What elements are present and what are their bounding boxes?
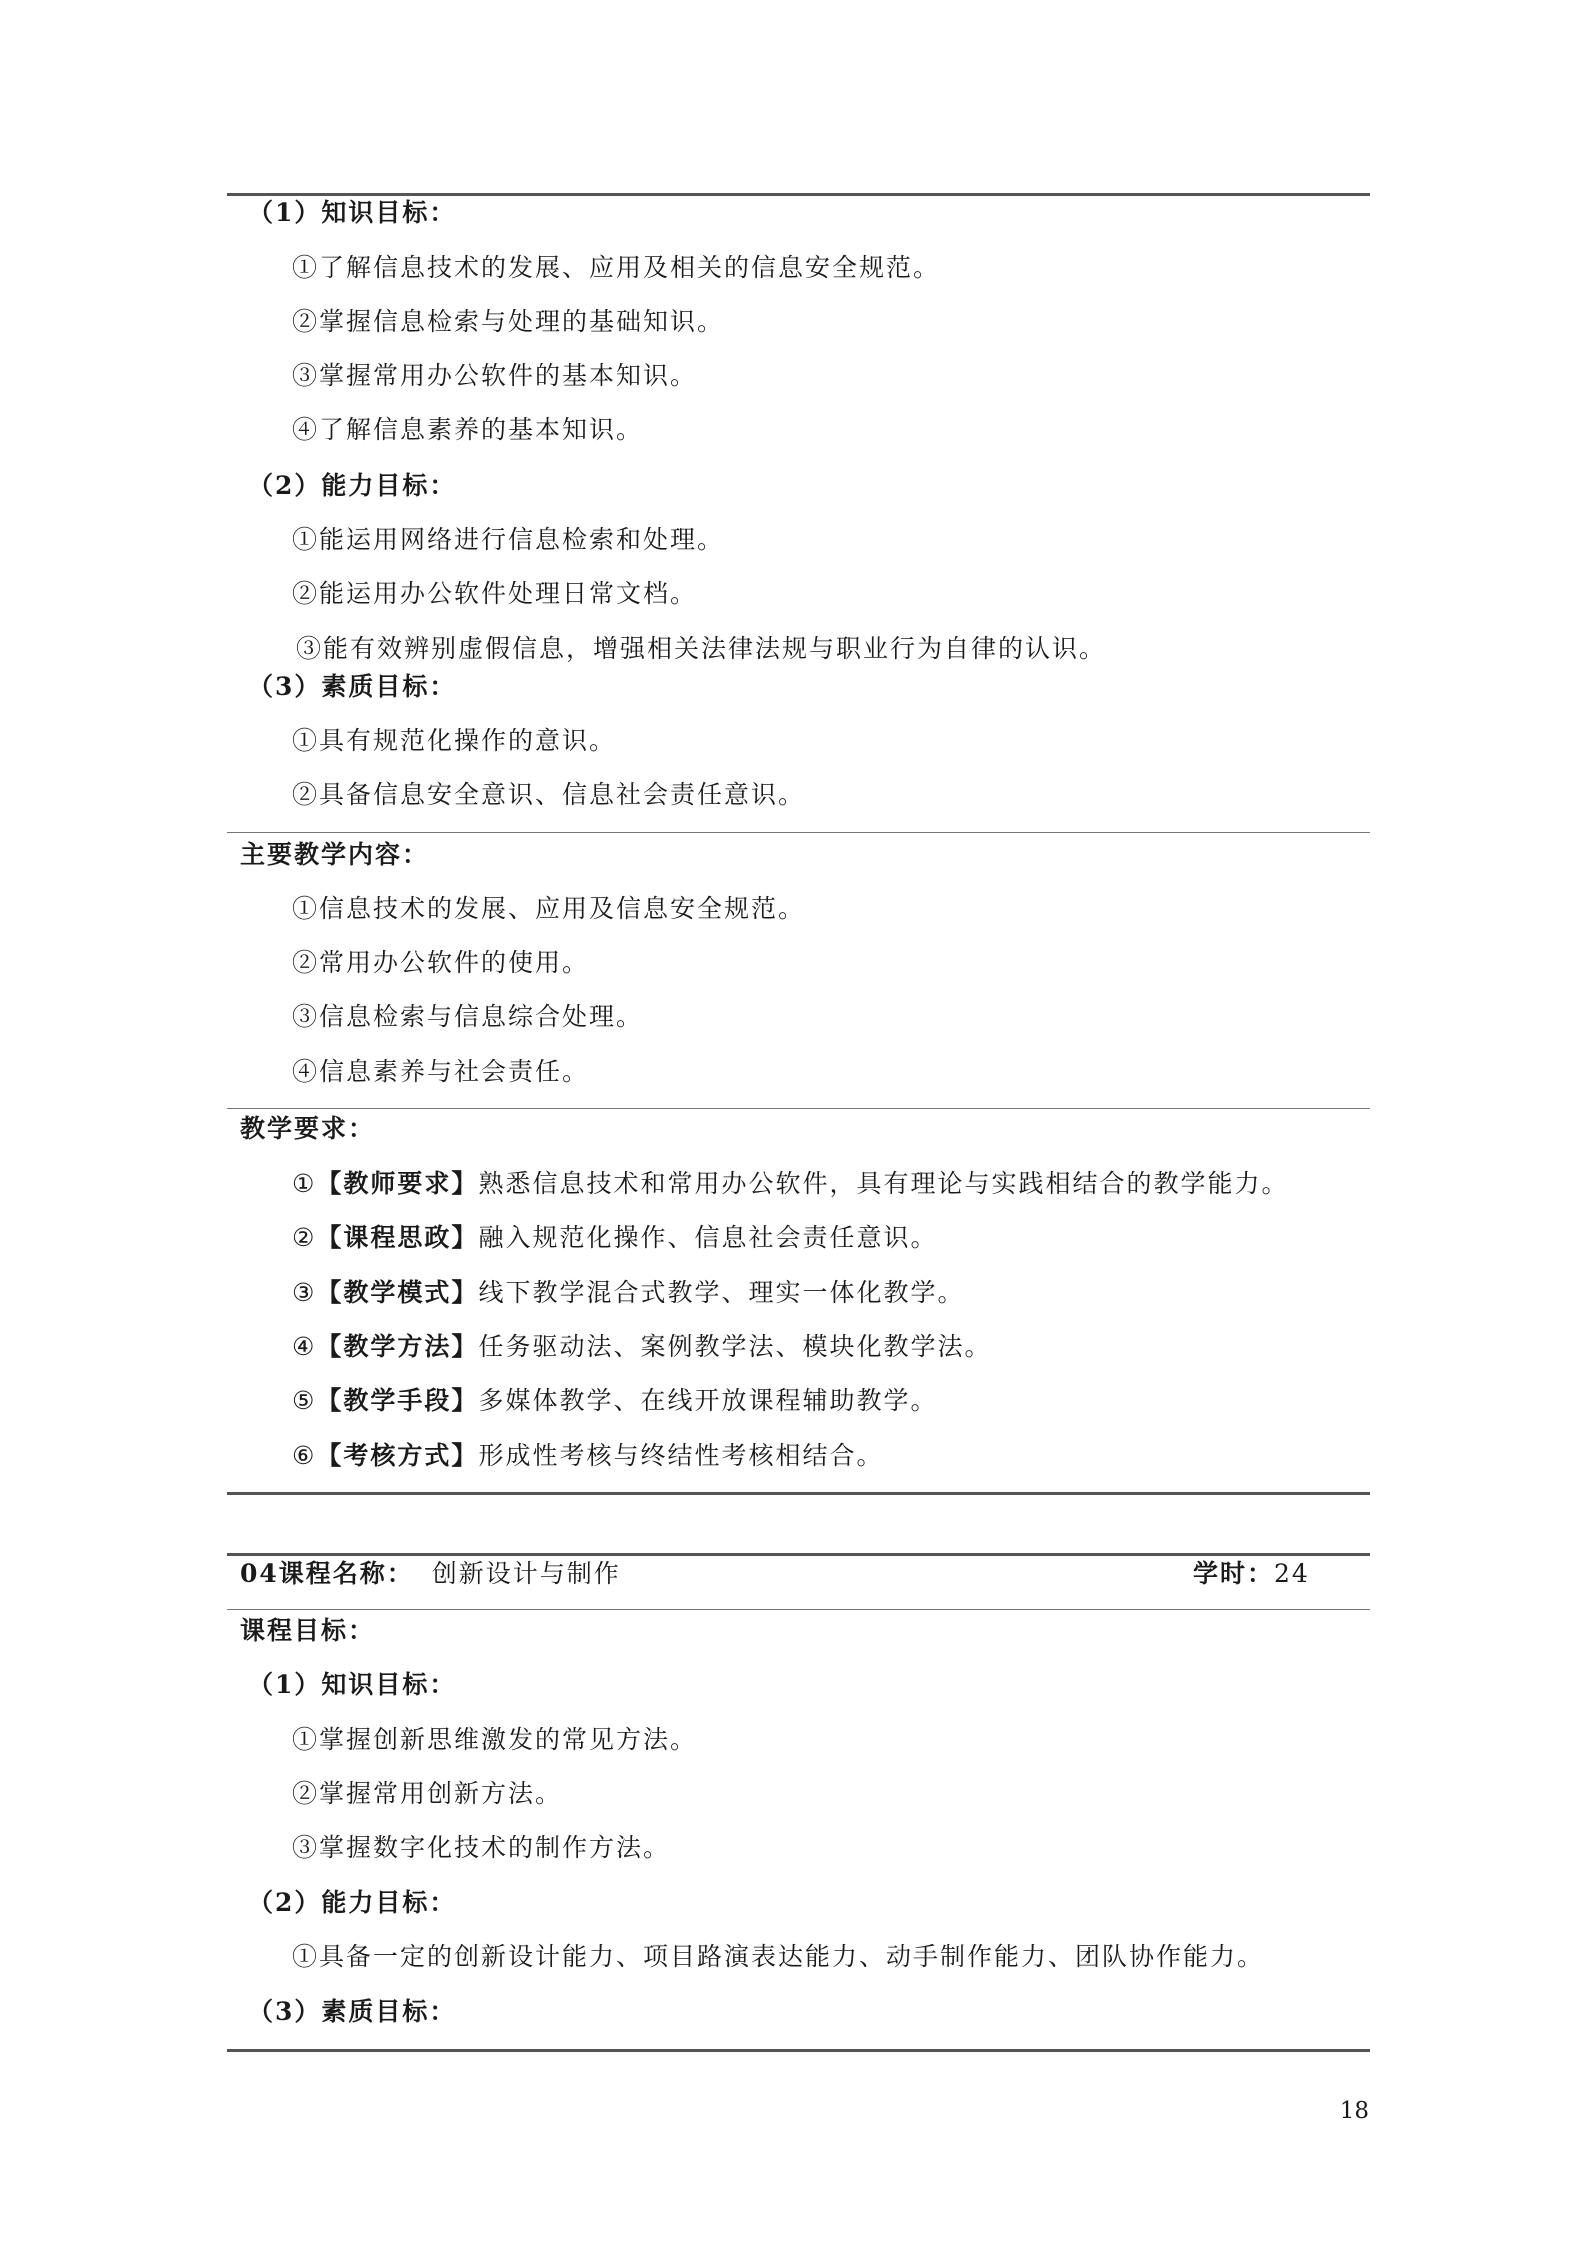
table-bottom-rule [227, 1492, 1370, 1495]
table-top-rule [227, 1553, 1370, 1556]
requirement-tag: 【教师要求】 [316, 1169, 479, 1198]
requirement-item: ⑤【教学手段】多媒体教学、在线开放课程辅助教学。 [292, 1386, 938, 1415]
course-name: 创新设计与制作 [431, 1559, 621, 1588]
teaching-requirements-heading: 教学要求： [240, 1114, 376, 1143]
course-hours [1193, 1557, 1310, 1591]
quality-goals-heading: （3）素质目标： [248, 672, 457, 701]
list-item: ①能运用网络进行信息检索和处理。 [292, 525, 725, 554]
ability-goals-heading: （2）能力目标： [248, 471, 457, 500]
list-item: ①具备一定的创新设计能力、项目路演表达能力、动手制作能力、团队协作能力。 [292, 1942, 1265, 1971]
list-item: ②具备信息安全意识、信息社会责任意识。 [292, 780, 806, 809]
list-item: ②掌握信息检索与处理的基础知识。 [292, 307, 725, 336]
requirement-tag: 【教学模式】 [316, 1278, 479, 1307]
course-label: 04课程名称： [240, 1559, 414, 1588]
requirement-tag: 【教学方法】 [316, 1332, 479, 1361]
course-goals-heading: 课程目标： [240, 1616, 376, 1645]
requirement-item: ②【课程思政】融入规范化操作、信息社会责任意识。 [292, 1223, 938, 1252]
course-title-row [240, 1557, 621, 1591]
table-bottom-rule [227, 2049, 1370, 2052]
list-item: ④了解信息素养的基本知识。 [292, 415, 644, 444]
teaching-content-heading: 主要教学内容： [240, 840, 430, 869]
list-item: ①具有规范化操作的意识。 [292, 726, 617, 755]
requirement-tag: 【教学手段】 [316, 1386, 479, 1415]
requirement-item: ⑥【考核方式】形成性考核与终结性考核相结合。 [292, 1441, 884, 1470]
list-item: ①了解信息技术的发展、应用及相关的信息安全规范。 [292, 253, 941, 282]
ability-goals-heading: （2）能力目标： [248, 1888, 457, 1917]
requirement-tag: 【课程思政】 [316, 1223, 479, 1252]
list-item: ②掌握常用创新方法。 [292, 1779, 563, 1808]
list-item: ①信息技术的发展、应用及信息安全规范。 [292, 894, 806, 923]
list-item: ②能运用办公软件处理日常文档。 [292, 579, 698, 608]
list-item: ①掌握创新思维激发的常见方法。 [292, 1725, 698, 1754]
requirement-tag: 【考核方式】 [316, 1441, 479, 1470]
list-item: ③能有效辨别虚假信息，增强相关法律法规与职业行为自律的认识。 [296, 634, 1107, 663]
row-divider [227, 832, 1370, 833]
hours-value: 24 [1274, 1559, 1310, 1588]
requirement-item: ①【教师要求】熟悉信息技术和常用办公软件，具有理论与实践相结合的教学能力。 [292, 1169, 1289, 1198]
requirement-item: ④【教学方法】任务驱动法、案例教学法、模块化教学法。 [292, 1332, 992, 1361]
list-item: ③信息检索与信息综合处理。 [292, 1002, 644, 1031]
list-item: ③掌握数字化技术的制作方法。 [292, 1833, 671, 1862]
row-divider [227, 1609, 1370, 1610]
page-number: 18 [1339, 2098, 1369, 2124]
list-item: ③掌握常用办公软件的基本知识。 [292, 361, 698, 390]
requirement-item: ③【教学模式】线下教学混合式教学、理实一体化教学。 [292, 1278, 965, 1307]
row-divider [227, 1108, 1370, 1109]
knowledge-goals-heading: （1）知识目标： [248, 1670, 457, 1699]
list-item: ②常用办公软件的使用。 [292, 948, 590, 977]
quality-goals-heading: （3）素质目标： [248, 1997, 457, 2026]
knowledge-goals-heading: （1）知识目标： [248, 198, 457, 227]
list-item: ④信息素养与社会责任。 [292, 1057, 590, 1086]
hours-label: 学时： [1193, 1559, 1275, 1588]
